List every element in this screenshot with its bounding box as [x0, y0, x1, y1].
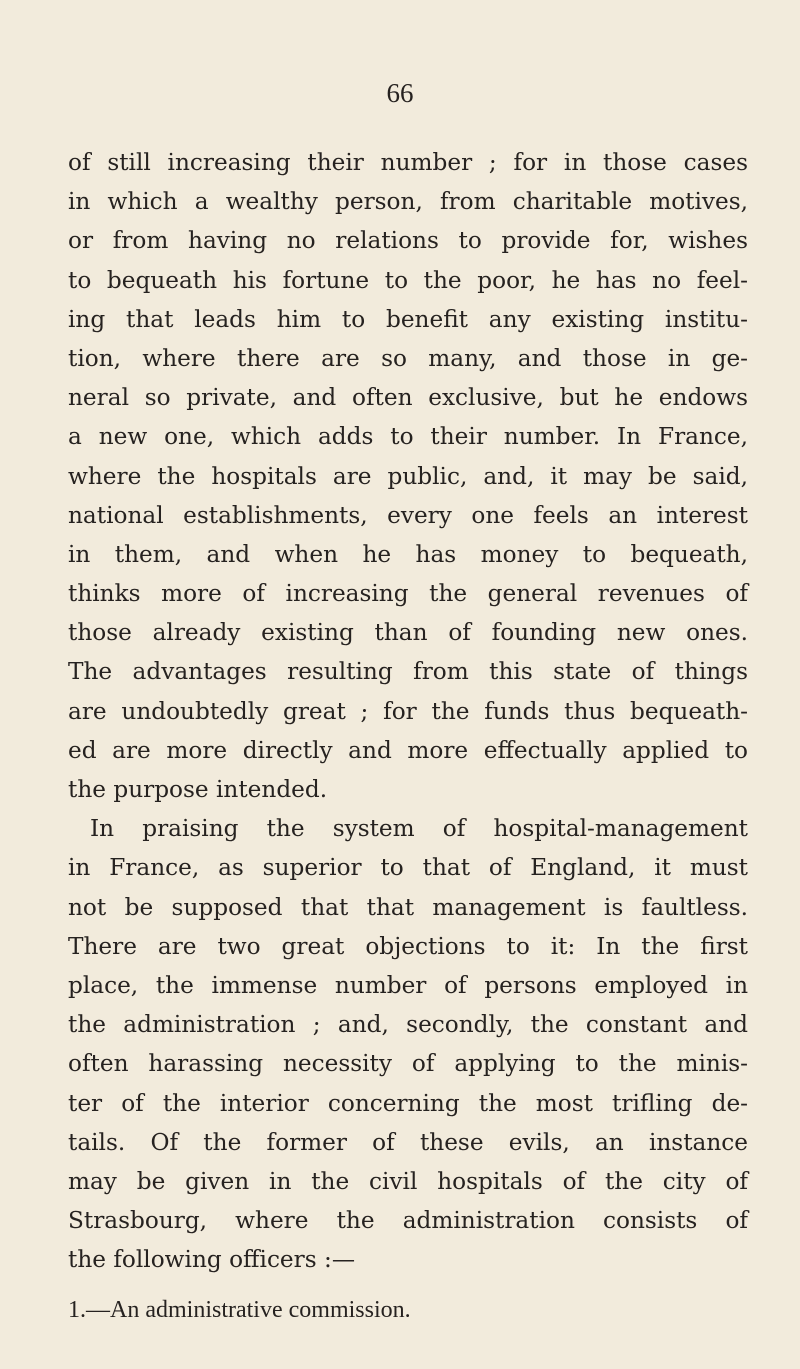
text-line: ter of the interior concerning the most trifling de- — [68, 1089, 748, 1117]
text-line: the administration ; and, secondly, the constant and — [68, 1011, 748, 1039]
text-line: national establishments, every one feels an interest — [68, 501, 748, 529]
body-text — [68, 143, 748, 1279]
text-line: tails. Of the former of these evils, an instance — [68, 1128, 748, 1156]
text-line: ed are more directly and more effectually applied to — [68, 736, 748, 764]
text-line: of still increasing their number ; for in those cases — [68, 149, 748, 176]
text-line: may be given in the civil hospitals of the city of — [68, 1167, 748, 1195]
text-line: tion, where there are so many, and those in ge- — [68, 344, 748, 372]
text-line: Strasbourg, where the administration consists of — [68, 1207, 748, 1235]
text-line: ing that leads him to benefit any existing institu- — [68, 305, 748, 333]
text-line: the following officers :— — [68, 1246, 356, 1274]
text-line: in which a wealthy person, from charitable motives, — [68, 188, 748, 216]
text-line: to bequeath his fortune to the poor, he has no feel- — [68, 266, 748, 294]
text-line: place, the immense number of persons employed in — [68, 971, 748, 999]
text-line: often harassing necessity of applying to the minis- — [68, 1050, 748, 1078]
text-line: thinks more of increasing the general revenues of — [68, 580, 748, 608]
text-line: or from having no relations to provide for, wishes — [68, 227, 748, 255]
text-line: in them, and when he has money to bequeath, — [68, 540, 748, 568]
text-line: a new one, which adds to their number. In France, — [68, 423, 748, 451]
text-line: those already existing than of founding new ones. — [68, 619, 748, 647]
text-line: There are two great objections to it: In the first — [68, 932, 748, 960]
list-item: 1.—An administrative commission. — [68, 1297, 411, 1323]
text-line: in France, as superior to that of England, it must — [68, 854, 748, 882]
text-line: neral so private, and often exclusive, but he endows — [68, 384, 748, 412]
text-line: not be supposed that that management is faultless. — [68, 893, 748, 921]
text-line: where the hospitals are public, and, it may be said, — [68, 462, 748, 490]
text-line: the purpose intended. — [68, 776, 328, 803]
page-number: 66 — [386, 78, 414, 108]
text-line: The advantages resulting from this state of things — [68, 658, 748, 686]
text-line: In praising the system of hospital-management — [90, 815, 748, 843]
text-line: are undoubtedly great ; for the funds thus bequeath- — [68, 697, 748, 725]
